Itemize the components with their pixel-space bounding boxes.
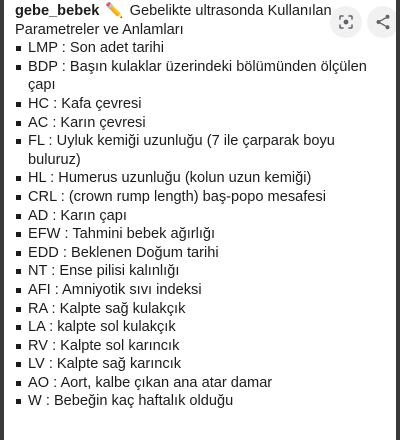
- parameter-text: LA : kalpte sol kulakçık: [28, 319, 176, 336]
- parameter-text: EFW : Tahmini bebek ağırlığı: [28, 226, 216, 243]
- pencil-icon: ✏️: [105, 3, 124, 19]
- bullet-icon: [16, 121, 21, 126]
- parameter-text: HL : Humerus uzunluğu (kolun uzun kemiği): [28, 170, 312, 187]
- parameter-item: [15, 262, 385, 281]
- parameter-item: [15, 39, 385, 58]
- bullet-icon: [16, 65, 21, 70]
- parameter-text: AD : Karın çapı: [28, 207, 127, 224]
- bullet-icon: [16, 399, 21, 404]
- parameter-text: NT : Ense pilisi kalınlığı: [28, 263, 180, 280]
- parameter-text: AO : Aort, kalbe çıkan ana atar damar: [28, 374, 273, 391]
- parameter-item: [15, 169, 385, 188]
- bullet-icon: [16, 251, 21, 256]
- post-text: [15, 2, 385, 411]
- bullet-icon: [16, 232, 21, 237]
- parameter-item: [15, 114, 385, 133]
- bullet-icon: [16, 307, 21, 312]
- parameter-item: [15, 337, 385, 356]
- post-image-card: [4, 0, 396, 440]
- parameter-item: [15, 244, 385, 263]
- parameter-text: W : Bebeğin kaç haftalık olduğu: [28, 393, 234, 410]
- parameter-item: [15, 188, 385, 207]
- bullet-icon: [16, 176, 21, 181]
- parameter-text: FL : Uyluk kemiği uzunluğu (7 ile çarparak boyu buluruz): [28, 133, 335, 168]
- share-button[interactable]: [367, 6, 396, 38]
- parameter-text: LV : Kalpte sağ karıncık: [28, 356, 182, 373]
- username[interactable]: gebe_bebek: [15, 3, 100, 19]
- bullet-icon: [16, 269, 21, 274]
- bullet-icon: [16, 102, 21, 107]
- parameter-text: RV : Kalpte sol karıncık: [28, 337, 180, 354]
- bullet-icon: [16, 325, 21, 330]
- share-icon: [374, 13, 392, 31]
- visual-search-icon: [337, 13, 355, 31]
- parameter-item: [15, 318, 385, 337]
- parameter-item: [15, 300, 385, 319]
- post-title: Gebelikte ultrasonda Kullanılan Parametreler ve Anlamları: [15, 3, 332, 38]
- parameter-text: HC : Kafa çevresi: [28, 95, 142, 112]
- bullet-icon: [16, 195, 21, 200]
- bullet-icon: [16, 46, 21, 51]
- bullet-icon: [16, 362, 21, 367]
- visual-search-button[interactable]: [330, 6, 362, 38]
- bullet-icon: [16, 139, 21, 144]
- parameter-item: [15, 58, 385, 95]
- parameter-text: RA : Kalpte sağ kulakçık: [28, 300, 186, 317]
- parameter-text: BDP : Başın kulaklar üzerindeki bölümünden ölçülen çapı: [28, 58, 367, 94]
- parameter-item: [15, 281, 385, 300]
- bullet-icon: [16, 381, 21, 386]
- parameter-item: [15, 225, 385, 244]
- bullet-icon: [16, 288, 21, 293]
- bullet-icon: [16, 344, 21, 349]
- parameter-item: [15, 374, 385, 393]
- parameter-item: [15, 392, 385, 411]
- parameter-text: AC : Karın çevresi: [28, 114, 146, 131]
- parameter-item: [15, 95, 385, 114]
- parameter-text: CRL : (crown rump length) baş-popo mesafesi: [28, 188, 326, 205]
- bullet-icon: [16, 214, 21, 219]
- parameter-item: [15, 355, 385, 374]
- parameter-text: LMP : Son adet tarihi: [28, 40, 165, 57]
- parameter-text: EDD : Beklenen Doğum tarihi: [28, 244, 219, 261]
- parameter-list: [15, 39, 385, 411]
- parameter-item: [15, 132, 385, 169]
- parameter-text: AFI : Amniyotik sıvı indeksi: [28, 281, 202, 298]
- parameter-item: [15, 207, 385, 226]
